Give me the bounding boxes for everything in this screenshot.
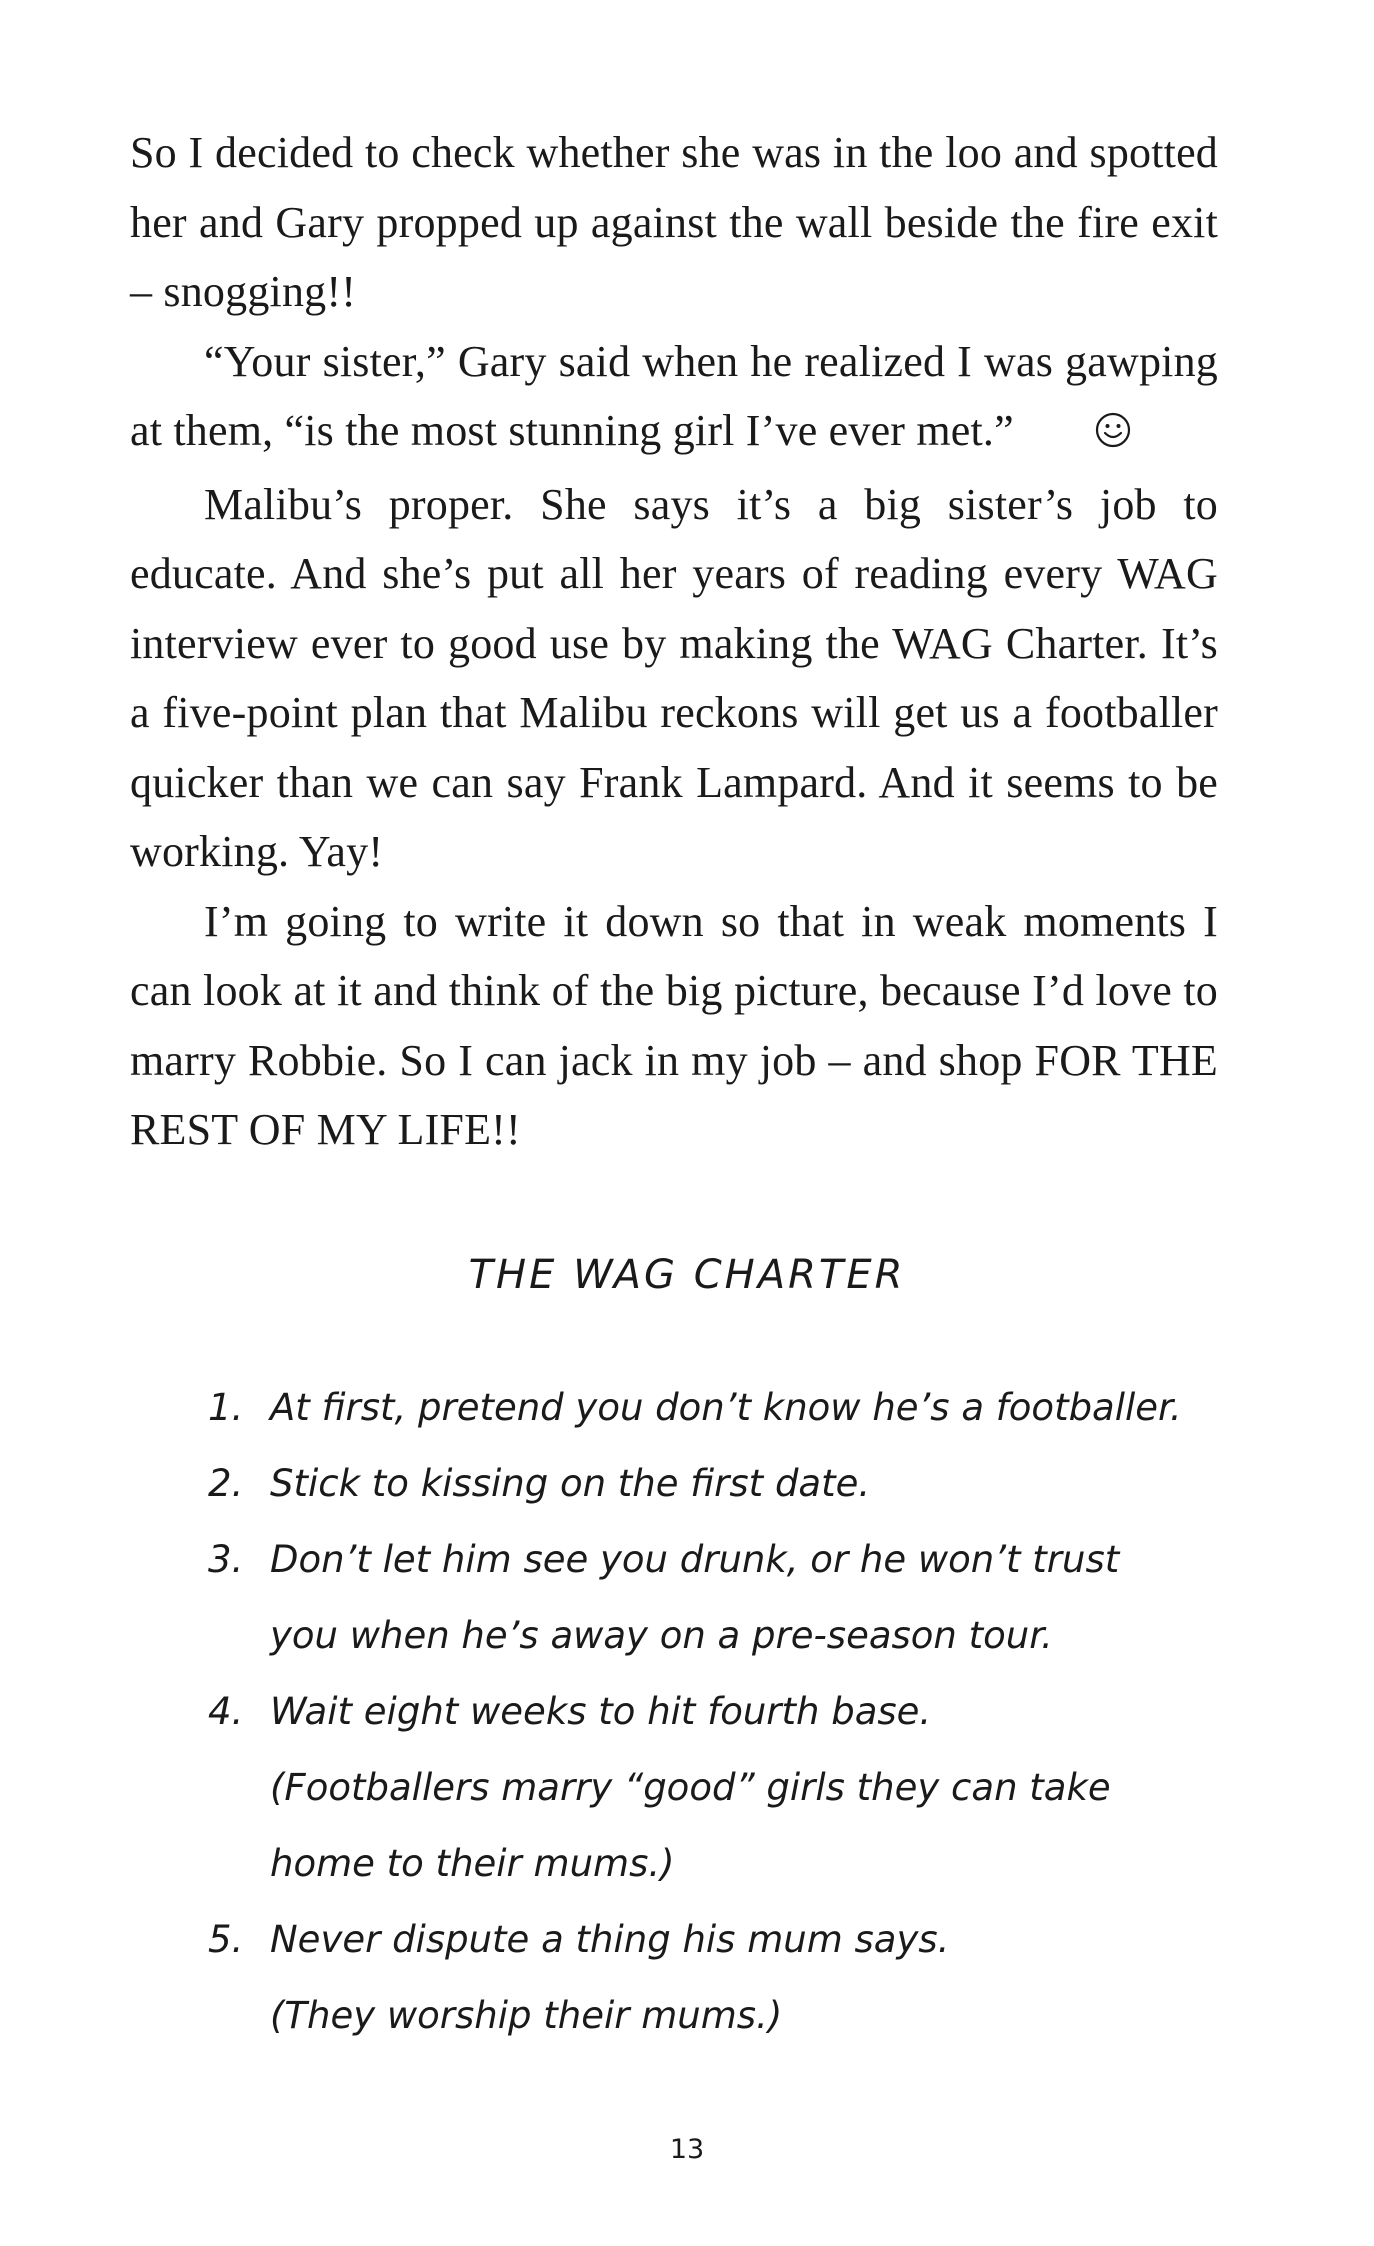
charter-item-line: At first, pretend you don’t know he’s a footballer. <box>270 1386 1182 1429</box>
charter-item-line: home to their mums.) <box>270 1842 675 1885</box>
charter-item <box>208 1902 1268 2054</box>
charter-item-text <box>270 1674 1268 1902</box>
charter-item-line: you when he’s away on a pre-season tour. <box>270 1614 1053 1657</box>
charter-item-text <box>270 1902 1268 2054</box>
paragraph-3: Malibu’s proper. She says it’s a big sister’s job to educate. And she’s put all her years of reading every WAG interview ever to good use by making the WAG Charter. It’s a five-point plan that Malibu reckons will get us a footballer quicker than we can say Frank Lampard. And it seems to be working. Yay! <box>130 479 1218 876</box>
charter-item-text <box>270 1446 1268 1522</box>
charter-item <box>208 1446 1268 1522</box>
charter-item-line: Stick to kissing on the first date. <box>270 1462 871 1505</box>
charter-item <box>208 1370 1268 1446</box>
charter-item-line: Never dispute a thing his mum says. <box>270 1918 950 1961</box>
paragraph-4: I’m going to write it down so that in weak moments I can look at it and think of the big picture, because I’d love to marry Robbie. So I can jack in my job – and shop FOR THE REST OF MY LIFE!! <box>130 896 1218 1154</box>
body-text <box>130 118 1218 1165</box>
paragraph-2-text: “Your sister,” Gary said when he realized I was gawping at them, “is the most stunning girl I’ve ever met.” <box>130 336 1218 455</box>
paragraph-2 <box>130 327 1218 470</box>
paragraph-1: So I decided to check whether she was in the loo and spotted her and Gary propped up against the wall beside the fire exit – snogging!! <box>130 128 1218 316</box>
charter-item-text <box>270 1370 1268 1446</box>
charter-item-number: 2. <box>208 1462 244 1505</box>
charter-item-line: (They worship their mums.) <box>270 1994 783 2037</box>
charter-item <box>208 1522 1268 1674</box>
charter-item-line: Don’t let him see you drunk, or he won’t trust <box>270 1538 1120 1581</box>
charter-item-number: 3. <box>208 1538 244 1581</box>
charter-title: THE WAG CHARTER <box>468 1252 906 1298</box>
charter-item-number: 1. <box>208 1386 244 1429</box>
charter-item-text <box>270 1522 1268 1674</box>
charter-item-number: 4. <box>208 1690 244 1733</box>
charter-item-line: Wait eight weeks to hit fourth base. <box>270 1690 932 1733</box>
smiley-face-icon <box>1020 400 1132 470</box>
charter-list <box>208 1370 1268 2054</box>
charter-item-line: (Footballers marry “good” girls they can take <box>270 1766 1111 1809</box>
charter-item <box>208 1674 1268 1902</box>
charter-item-number: 5. <box>208 1918 244 1961</box>
page-number: 13 <box>669 2134 705 2165</box>
